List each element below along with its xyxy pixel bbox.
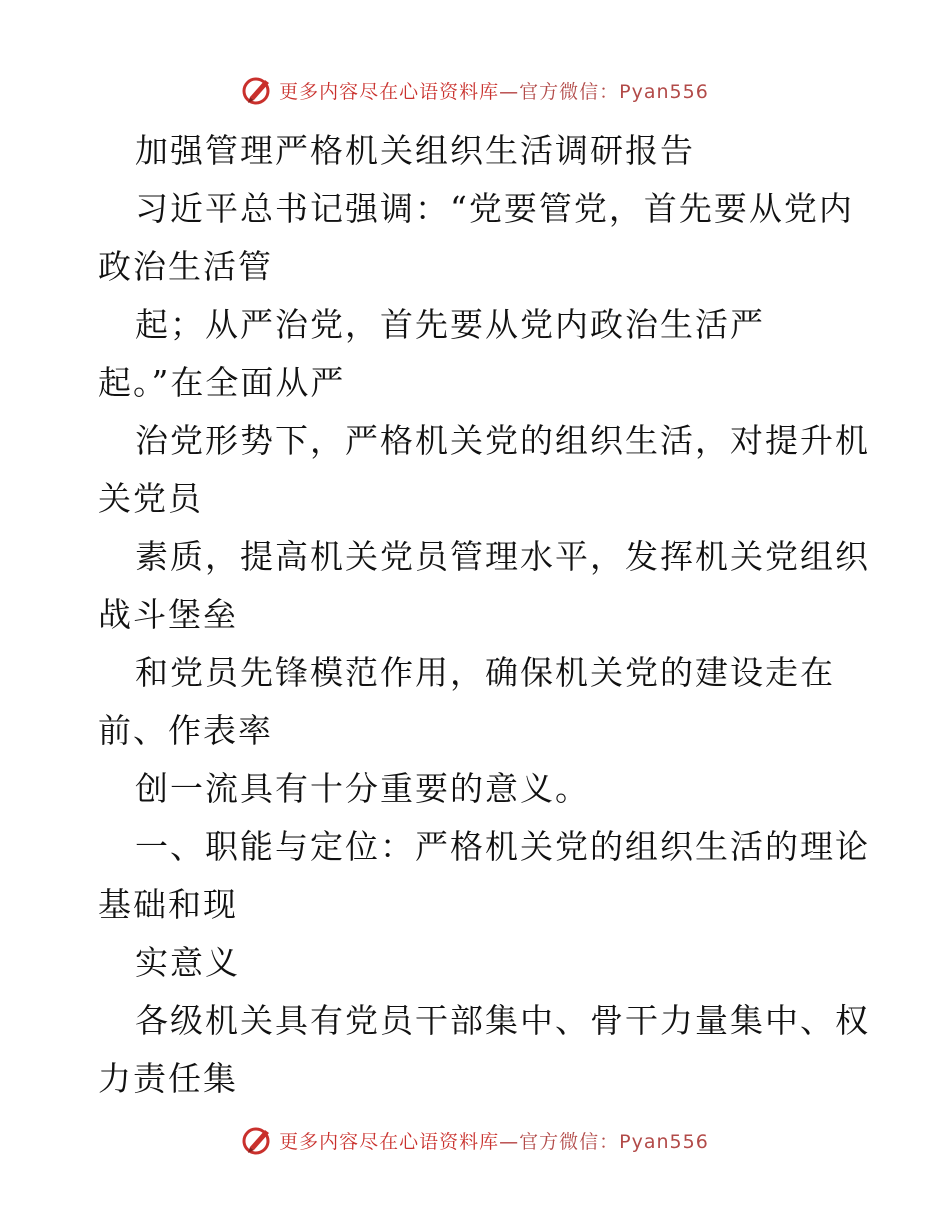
watermark-contact: 官方微信：Pyan556 [519,80,709,103]
text-line: 一、职能与定位：严格机关党的组织生活的理论 [135,827,870,866]
text-line: 各级机关具有党员干部集中、骨干力量集中、权 [135,1001,870,1040]
text-line: 习近平总书记强调：“党要管党，首先要从党内 [135,189,854,228]
text-line: 和党员先锋模范作用，确保机关党的建设走在 [135,653,835,692]
watermark-brand: 更多内容尽在心语资料库 [279,80,500,103]
header-watermark [0,70,950,110]
watermark-contact: 官方微信：Pyan556 [519,1130,709,1153]
watermark-brand: 更多内容尽在心语资料库 [279,1130,500,1153]
document-body [98,122,868,1108]
text-line: 政治生活管 [98,247,273,286]
text-line: 素质，提高机关党员管理水平，发挥机关党组织 [135,537,870,576]
text-line: 起。”在全面从严 [98,363,346,402]
pen-logo-icon [241,74,273,106]
footer-watermark [0,1120,950,1160]
text-line: 前、作表率 [98,711,273,750]
watermark-separator: — [499,1130,520,1153]
text-line: 创一流具有十分重要的意义。 [135,769,590,808]
watermark-separator: — [499,80,520,103]
text-line: 关党员 [98,479,203,518]
text-line: 战斗堡垒 [98,595,238,634]
text-line: 基础和现 [98,885,238,924]
text-line: 加强管理严格机关组织生活调研报告 [135,131,695,170]
watermark-text [279,77,709,104]
text-line: 力责任集 [98,1059,238,1098]
pen-logo-icon [241,1124,273,1156]
text-line: 实意义 [135,943,240,982]
watermark-text [279,1127,709,1154]
text-line: 起；从严治党，首先要从党内政治生活严 [135,305,765,344]
text-line: 治党形势下，严格机关党的组织生活，对提升机 [135,421,870,460]
